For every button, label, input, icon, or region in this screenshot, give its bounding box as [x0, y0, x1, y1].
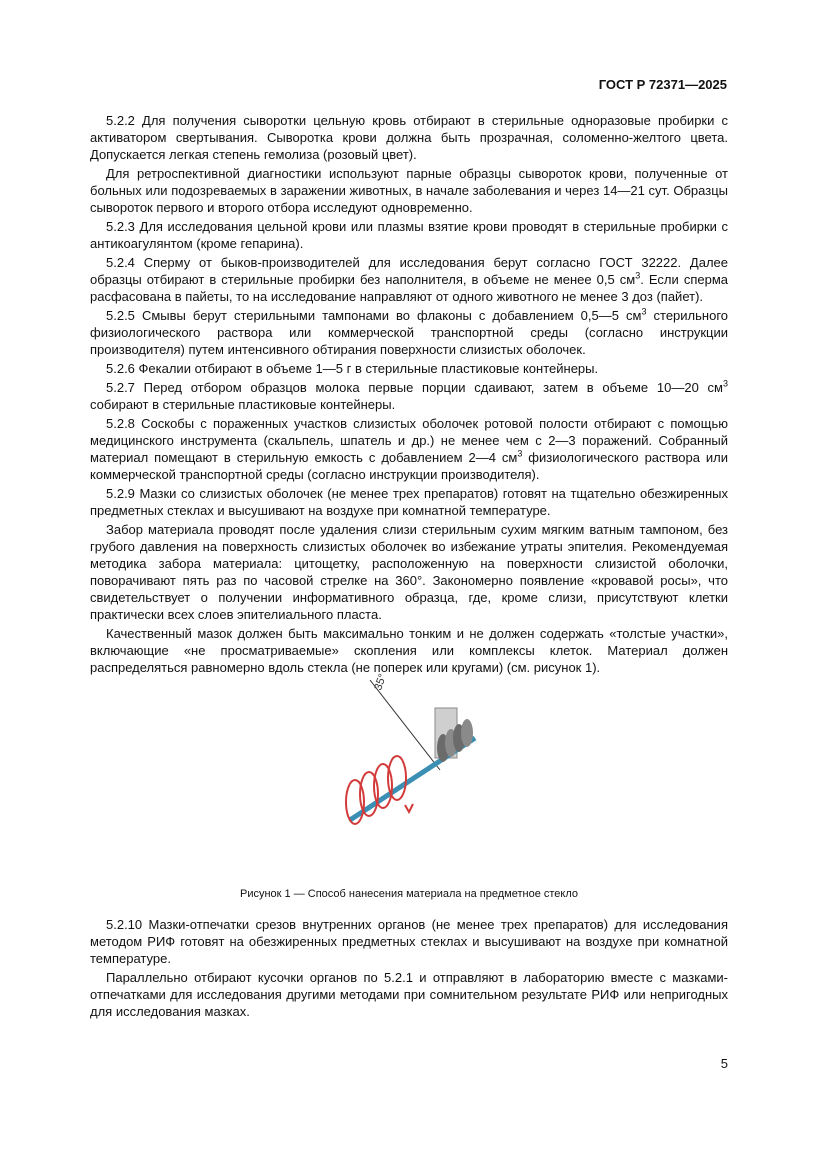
- document-header: ГОСТ Р 72371—2025: [598, 77, 727, 92]
- paragraph: 5.2.6 Фекалии отбирают в объеме 1—5 г в стерильные пластиковые контейнеры.: [106, 361, 599, 376]
- paragraph: [90, 307, 728, 358]
- angle-label: 35°: [372, 672, 390, 693]
- paragraph: [90, 379, 728, 413]
- figure-brush-illustration: [335, 660, 515, 835]
- text-fragment: 5.2.4 Сперму от быков-производителей для исследования берут согласно ГОСТ 32222. Далее образцы отбирают в стерильные пробирки без наполнителя, в объеме не менее 0,5 см: [90, 255, 728, 287]
- figure-caption: Рисунок 1 — Способ нанесения материала на предметное стекло: [239, 888, 579, 900]
- superscript: 3: [635, 270, 641, 281]
- paragraph: 5.2.3 Для исследования цельной крови или плазмы взятие крови проводят в стерильные пробирки с антикоагулянтом (кроме гепарина).: [90, 219, 728, 251]
- superscript: 3: [517, 448, 523, 459]
- paragraph: Для ретроспективной диагностики используют парные образцы сывороток крови, полученные от больных или подозреваемых в заражении животных, в начале заболевания и через 14—21 сут. Образцы сывороток первого и второго отбора исследуют одновременно.: [90, 166, 728, 215]
- main-text: [90, 112, 728, 678]
- brush-drawing: [335, 660, 515, 835]
- paragraph: 5.2.9 Мазки со слизистых оболочек (не менее трех препаратов) готовят на тщательно обезжиренных предметных стеклах и высушивают на воздухе при комнатной температуре.: [90, 486, 728, 518]
- guide-line: [370, 680, 440, 770]
- text-fragment: 5.2.7 Перед отбором образцов молока первые порции сдаивают, затем в объеме 10—20 см: [106, 380, 723, 395]
- text-fragment: физиологического раствора или коммерческой транспортной среды (согласно инструкции производителя).: [90, 450, 728, 482]
- paragraph: Качественный мазок должен быть максимально тонким и не должен содержать «толстые участки», включающие «не просматриваемые» скопления или комплексы клеток. Материал должен распределяться равномерно вдоль стекла (не поперек или кругами) (см. рисунок 1).: [90, 626, 728, 675]
- superscript: 3: [641, 306, 647, 317]
- page-number: 5: [720, 1056, 728, 1071]
- text-fragment: 5.2.5 Смывы берут стерильными тампонами во флаконы с добавлением 0,5—5 см: [106, 308, 642, 323]
- text-fragment: 5.2.8 Соскобы с пораженных участков слизистых оболочек ротовой полости отбирают с помощью медицинского инструмента (скальпель, шпатель и др.) не менее чем с 2—3 поражений. Собранный материал помещают в стерильную емкость с добавлением 2—4 см: [90, 416, 728, 465]
- paragraph: 5.2.10 Мазки-отпечатки срезов внутренних органов (не менее трех препаратов) для исследования методом РИФ готовят на обезжиренных предметных стеклах и высушивают на воздухе при комнатной температуре.: [90, 917, 728, 966]
- superscript: 3: [722, 378, 728, 389]
- paragraph: 5.2.2 Для получения сыворотки цельную кровь отбирают в стерильные одноразовые пробирки с активатором свертывания. Сыворотка крови должна быть прозрачная, соломенно-желтого цвета. Допускается легкая степень гемолиза (розовый цвет).: [90, 113, 728, 162]
- text-fragment: собирают в стерильные пластиковые контейнеры.: [90, 397, 396, 412]
- rotation-arrow: [405, 804, 413, 812]
- text-fragment: стерильного физиологического раствора или коммерческой транспортной среды (согласно инструкции производителя) путем интенсивного обтирания поверхности слизистых оболочек.: [90, 308, 729, 357]
- paragraph: Забор материала проводят после удаления слизи стерильным сухим мягким ватным тампоном, без грубого давления на поверхность слизистых оболочек во избежание утраты эпителия. Рекомендуемая методика забора материала: цитощетку, расположенную на поверхности слизистой оболочки, поворачивают пять раз по часовой стрелке на 360°. Закономерно появление «кровавой росы», что свидетельствует о получении информативного образца, где, кроме слизи, присутствуют клетки практически всех слоев эпителиального пласта.: [90, 522, 728, 622]
- paragraph: [90, 415, 728, 483]
- main-text-continued: [90, 916, 728, 1022]
- paragraph: Параллельно отбирают кусочки органов по 5.2.1 и отправляют в лабораторию вместе с мазками-отпечатками для исследования другими методами при сомнительном результате РИФ или непригодных для исследования мазках.: [90, 970, 728, 1019]
- text-fragment: . Если сперма расфасована в пайеты, то на исследование направляют от одного животного не менее 3 доз (пайет).: [90, 272, 728, 304]
- paragraph: [90, 254, 728, 305]
